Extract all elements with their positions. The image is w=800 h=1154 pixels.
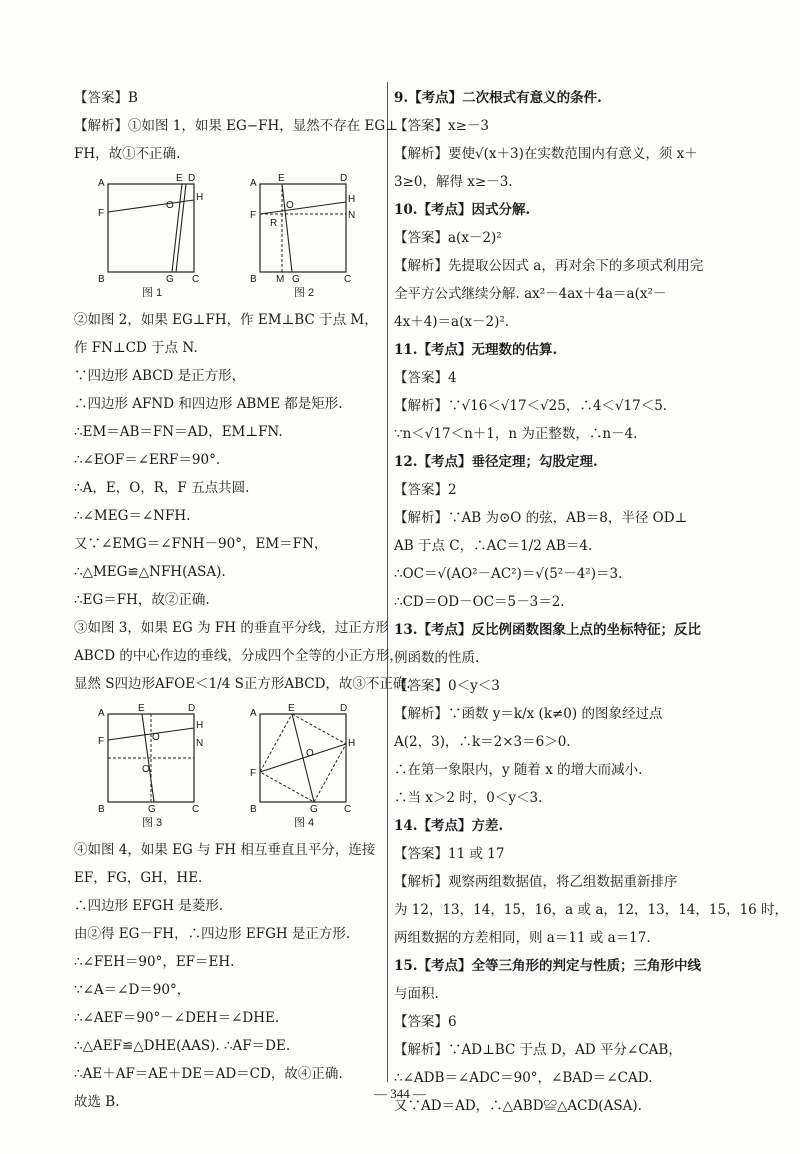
question-13-topic: 13.【考点】反比例函数图象上点的坐标特征；反比 — [394, 622, 701, 638]
figure-4 — [248, 702, 358, 818]
svg-text:F: F — [98, 736, 105, 747]
text-line: 【解析】先提取公因式 a，再对余下的多项式利用完 — [394, 258, 704, 274]
text-line: ②如图 2，如果 EG⊥FH，作 EM⊥BC 于点 M， — [74, 312, 378, 328]
question-12-answer: 【答案】2 — [394, 482, 457, 498]
text-line: 又∵∠EMG＝∠FNH－90°，EM＝FN， — [74, 536, 328, 552]
question-9-topic: 9.【考点】二次根式有意义的条件. — [394, 90, 602, 106]
question-10-answer: 【答案】a(x－2)² — [394, 230, 502, 246]
text-line: 【解析】∵AB 为⊙O 的弦，AB＝8，半径 OD⊥ — [394, 510, 688, 526]
figure-row-3-4 — [74, 702, 380, 830]
question-15-answer: 【答案】6 — [394, 1014, 457, 1030]
question-9-answer: 【答案】x≥－3 — [394, 118, 490, 134]
question-14-answer: 【答案】11 或 17 — [394, 846, 505, 862]
figure-2-caption: 图 2 — [294, 287, 315, 299]
svg-text:O: O — [166, 200, 174, 211]
figure-4-caption: 图 4 — [294, 817, 315, 829]
figure-1-caption: 图 1 — [142, 287, 163, 299]
text-line: ∴CD＝OD－OC＝5－3＝2. — [394, 594, 565, 610]
svg-text:G: G — [166, 274, 174, 284]
svg-text:D: D — [188, 173, 196, 184]
text-line: ∴四边形 EFGH 是菱形. — [74, 898, 224, 914]
svg-text:D: D — [340, 173, 348, 184]
svg-text:E: E — [288, 703, 295, 714]
text-line: 又∵AD＝AD，∴△ABD≌△ACD(ASA). — [394, 1098, 642, 1114]
text-line: 与面积. — [394, 986, 439, 1002]
text-line: FH，故①不正确. — [74, 146, 181, 162]
text-line: 【解析】∵√16＜√17＜√25，∴4＜√17＜5. — [394, 398, 668, 414]
question-10-topic: 10.【考点】因式分解. — [394, 202, 531, 218]
svg-text:R: R — [270, 218, 278, 229]
text-line: EF，FG，GH，HE. — [74, 870, 203, 886]
text-line: 显然 S四边形AFOE＜1/4 S正方形ABCD，故③不正确. — [74, 676, 411, 692]
figure-row-1-2 — [74, 172, 380, 300]
question-13-answer: 【答案】0＜y＜3 — [394, 678, 500, 694]
text-line: ∴OC＝√(AO²－AC²)＝√(5²－4²)＝3. — [394, 566, 623, 582]
text-line: ∴∠AEF＝90°－∠DEH＝∠DHE. — [74, 1010, 280, 1026]
svg-text:G: G — [292, 274, 300, 284]
text-line: ∴在第一象限内，y 随着 x 的增大而减小. — [394, 762, 643, 778]
text-line: ∴四边形 AFND 和四边形 ABME 都是矩形. — [74, 396, 343, 412]
column-divider — [387, 82, 388, 1082]
figure-3-caption: 图 3 — [142, 817, 163, 829]
text-line: ∵∠A＝∠D＝90°， — [74, 982, 191, 998]
svg-text:O: O — [286, 200, 294, 211]
svg-text:A: A — [250, 708, 257, 719]
page-number: — 344 — — [374, 1086, 426, 1101]
right-column — [394, 88, 789, 1124]
svg-text:F: F — [250, 768, 257, 779]
svg-text:C: C — [344, 804, 352, 814]
text-line: 故选 B. — [74, 1094, 120, 1110]
svg-text:A: A — [98, 178, 105, 189]
svg-text:D: D — [188, 703, 196, 714]
svg-text:C: C — [192, 274, 200, 284]
text-line: A(2，3)，∴k＝2×3＝6＞0. — [394, 734, 571, 750]
text-line: 【解析】要使√(x＋3)在实数范围内有意义，须 x＋ — [394, 146, 698, 162]
svg-text:B: B — [250, 804, 257, 814]
svg-text:D: D — [340, 703, 348, 714]
text-line: ∴∠MEG＝∠NFH. — [74, 508, 191, 524]
svg-text:B: B — [250, 274, 257, 284]
svg-text:E: E — [176, 173, 183, 184]
question-12-topic: 12.【考点】垂径定理；勾股定理. — [394, 454, 598, 470]
svg-text:F: F — [250, 210, 257, 221]
svg-text:H: H — [348, 738, 356, 749]
text-line: ∵n＜√17＜n＋1，n 为正整数，∴n－4. — [394, 426, 638, 442]
text-line: ∴∠FEH＝90°，EF＝EH. — [74, 954, 235, 970]
svg-text:C: C — [192, 804, 200, 814]
question-11-answer: 【答案】4 — [394, 370, 457, 386]
text-line: ∴EM＝AB＝FN＝AD，EM⊥FN. — [74, 424, 283, 440]
text-line: ∴∠ADB＝∠ADC＝90°，∠BAD＝∠CAD. — [394, 1070, 653, 1086]
svg-text:O: O — [306, 748, 314, 759]
text-line: ∵四边形 ABCD 是正方形， — [74, 368, 246, 384]
svg-text:B: B — [98, 804, 105, 814]
text-line: 两组数据的方差相同，则 a＝11 或 a＝17. — [394, 930, 651, 946]
answer-line: 【答案】B — [74, 90, 138, 106]
text-line: ∴AE＋AF＝AE＋DE＝AD＝CD，故④正确. — [74, 1066, 343, 1082]
svg-text:G: G — [148, 804, 156, 814]
text-line: ④如图 4，如果 EG 与 FH 相互垂直且平分，连接 — [74, 842, 376, 858]
svg-text:H: H — [196, 720, 204, 731]
text-line: 【解析】∵AD⊥BC 于点 D，AD 平分∠CAB， — [394, 1042, 682, 1058]
figure-3 — [96, 702, 206, 818]
svg-text:E: E — [138, 703, 145, 714]
figure-2 — [248, 172, 358, 288]
svg-text:O: O — [152, 732, 160, 743]
text-line: ∴△AEF≌△DHE(AAS). ∴AF＝DE. — [74, 1038, 291, 1054]
question-14-topic: 14.【考点】方差. — [394, 818, 504, 834]
text-line: 作 FN⊥CD 于点 N. — [74, 340, 198, 356]
text-line: ∴EG＝FH，故②正确. — [74, 592, 210, 608]
text-line: 3≥0，解得 x≥－3. — [394, 174, 513, 190]
svg-text:F: F — [98, 208, 105, 219]
svg-text:B: B — [98, 274, 105, 284]
svg-text:H: H — [348, 194, 356, 205]
text-line: ∴当 x＞2 时，0＜y＜3. — [394, 790, 543, 806]
text-line: AB 于点 C，∴AC＝1/2 AB＝4. — [394, 538, 593, 554]
text-line: 4x＋4)＝a(x－2)². — [394, 314, 510, 330]
svg-text:A: A — [98, 708, 105, 719]
question-11-topic: 11.【考点】无理数的估算. — [394, 342, 558, 358]
text-line: 例函数的性质. — [394, 650, 480, 666]
svg-text:N: N — [196, 738, 204, 749]
text-line: ∴A，E，O，R，F 五点共圆. — [74, 480, 250, 496]
question-15-topic: 15.【考点】全等三角形的判定与性质；三角形中线 — [394, 958, 701, 974]
svg-text:C: C — [344, 274, 352, 284]
svg-text:H: H — [196, 192, 204, 203]
svg-text:A: A — [250, 178, 257, 189]
text-line: 全平方公式继续分解. ax²－4ax＋4a＝a(x²－ — [394, 286, 667, 302]
text-line: 【解析】①如图 1，如果 EG−FH，显然不存在 EG⊥ — [74, 118, 398, 134]
svg-text:N: N — [348, 210, 356, 221]
text-line: 【解析】观察两组数据值，将乙组数据重新排序 — [394, 874, 678, 890]
svg-text:M: M — [276, 274, 285, 284]
text-line: ③如图 3，如果 EG 为 FH 的垂直平分线，过正方形 — [74, 620, 389, 636]
text-line: 为 12，13，14，15，16，a 或 a，12，13，14，15，16 时， — [394, 902, 789, 918]
svg-text:E: E — [278, 173, 285, 184]
text-line: ABCD 的中心作边的垂线，分成四个全等的小正方形， — [74, 648, 403, 664]
text-line: ∴△MEG≌△NFH(ASA). — [74, 564, 226, 580]
svg-text:O: O — [142, 764, 150, 775]
figure-1 — [96, 172, 206, 288]
svg-text:G: G — [310, 804, 318, 814]
text-line: 由②得 EG－FH，∴四边形 EFGH 是正方形. — [74, 926, 351, 942]
text-line: 【解析】∵函数 y＝k/x (k≠0) 的图象经过点 — [394, 706, 663, 722]
text-line: ∴∠EOF＝∠ERF＝90°. — [74, 452, 221, 468]
